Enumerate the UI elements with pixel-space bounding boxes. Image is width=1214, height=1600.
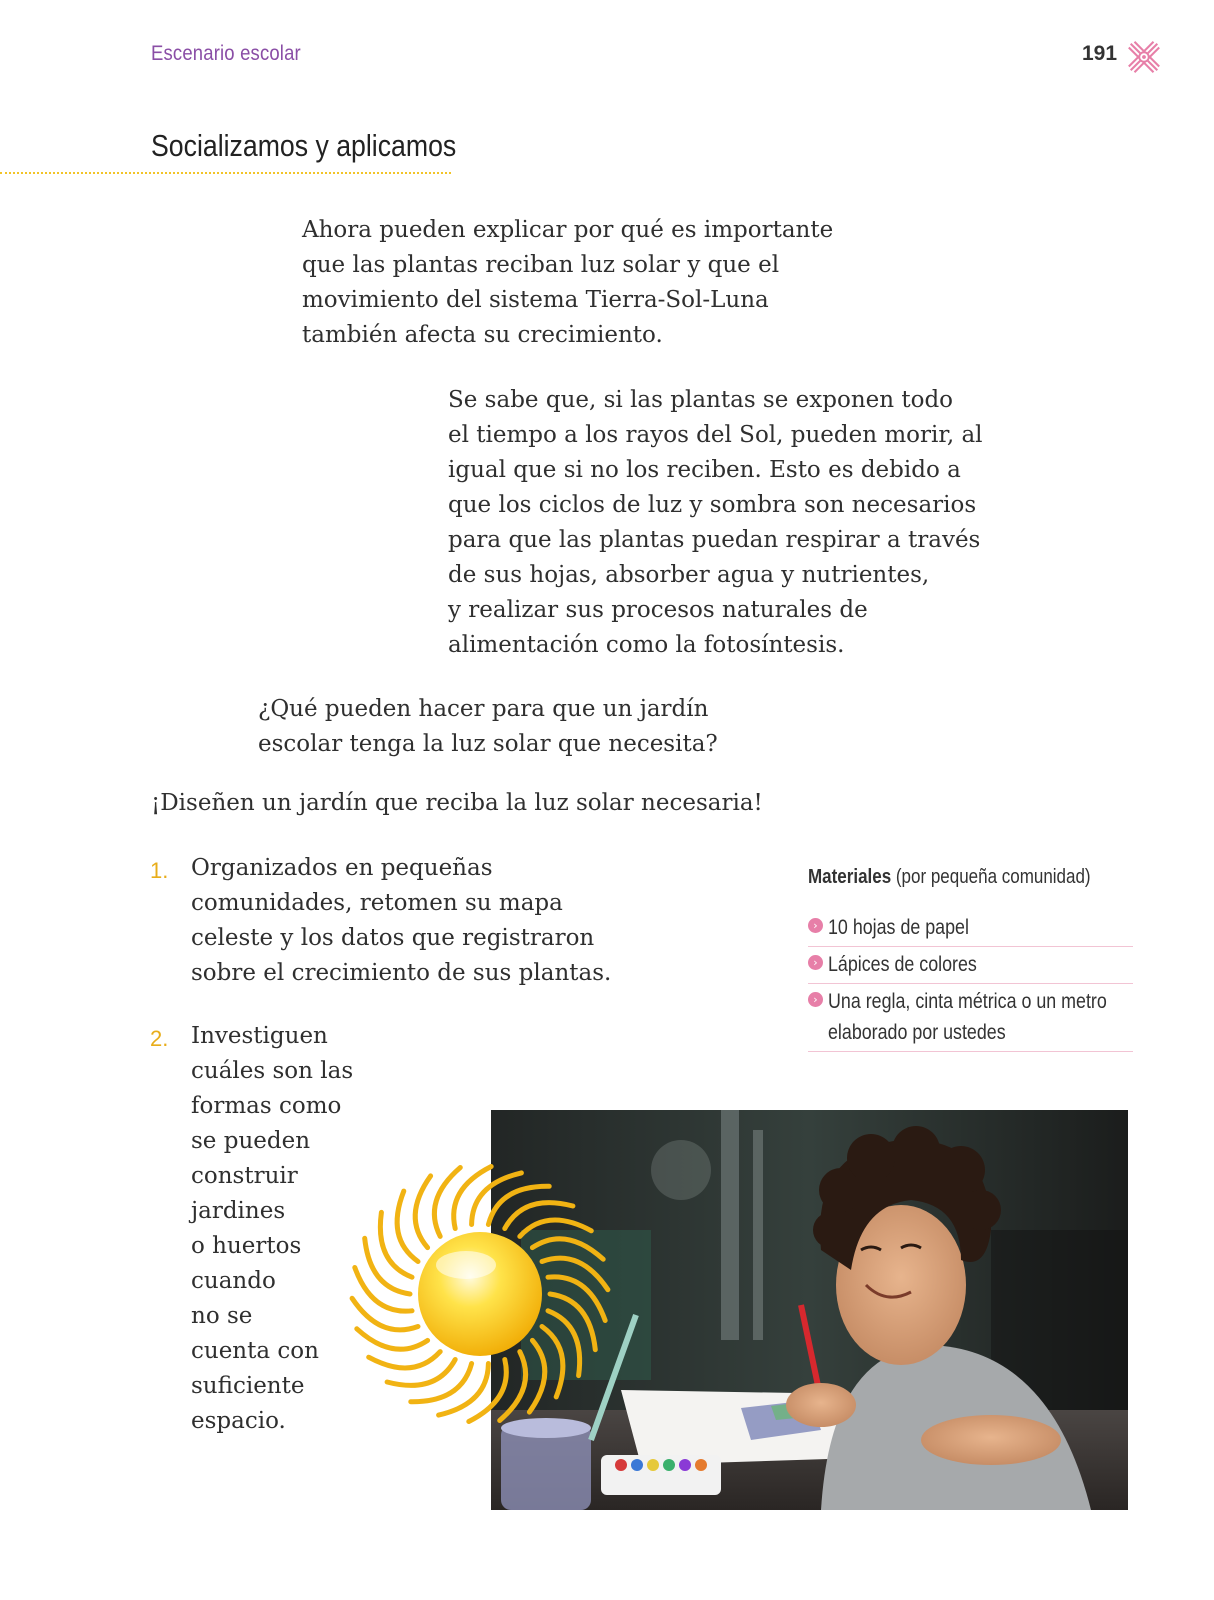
text-line: Organizados en pequeñas: [191, 855, 493, 881]
text-line: Investiguen: [191, 1023, 328, 1049]
text-line: espacio.: [191, 1408, 286, 1434]
sun-ray: [352, 1298, 418, 1330]
step-number: 1.: [150, 858, 169, 883]
text-line: el tiempo a los rayos del Sol, pueden morir, al: [448, 422, 983, 448]
text-line: Se sabe que, si las plantas se exponen todo: [448, 387, 954, 413]
heading-dotted-rule: [0, 172, 451, 174]
materials-item-text: Lápices de colores: [828, 953, 977, 976]
text-line: que las plantas reciban luz solar y que el: [302, 252, 780, 278]
text-line: se pueden: [191, 1128, 311, 1154]
sun-icon: [346, 1160, 614, 1428]
woven-star-icon: [1125, 38, 1163, 76]
intro-paragraph: [302, 213, 902, 353]
question-paragraph: [258, 692, 818, 762]
text-line: Ahora pueden explicar por qué es importante: [302, 217, 834, 243]
materials-item: [808, 984, 1133, 1052]
section-heading: Socializamos y aplicamos: [151, 128, 457, 163]
materials-title: [808, 866, 1091, 898]
text-line: construir: [191, 1163, 298, 1189]
materials-item: [808, 910, 1133, 947]
section-label: Escenario escolar: [151, 42, 301, 65]
text-line: jardines: [191, 1198, 286, 1224]
materials-item-text: 10 hojas de papel: [828, 916, 969, 939]
sun-ray: [369, 1352, 441, 1368]
text-line: igual que si no los reciben. Esto es debido a: [448, 457, 961, 483]
sun-ray: [520, 1220, 592, 1236]
text-line: comunidades, retomen su mapa: [191, 890, 563, 916]
text-line: cuenta con: [191, 1338, 319, 1364]
materials-item-text: Una regla, cinta métrica o un metro: [828, 990, 1107, 1013]
text-line: para que las plantas puedan respirar a través: [448, 527, 981, 553]
sun-ray: [542, 1258, 608, 1290]
materials-item: [808, 947, 1133, 984]
text-line: sobre el crecimiento de sus plantas.: [191, 960, 612, 986]
call-to-action: ¡Diseñen un jardín que reciba la luz solar necesaria!: [151, 790, 763, 816]
text-line: no se: [191, 1303, 253, 1329]
sun-ray: [529, 1340, 544, 1412]
page-number: 191: [1082, 42, 1118, 65]
text-line: cuando: [191, 1268, 276, 1294]
materials-item-text: elaborado por ustedes: [828, 1021, 1006, 1044]
chevron-right-icon: ›: [808, 992, 823, 1007]
text-line: que los ciclos de luz y sombra son necesarios: [448, 492, 977, 518]
step-number: 2.: [150, 1026, 169, 1051]
text-line: formas como: [191, 1093, 342, 1119]
materials-list: [808, 910, 1133, 1052]
sun-ray: [357, 1329, 428, 1349]
chevron-right-icon: ›: [808, 955, 823, 970]
text-line: suficiente: [191, 1373, 305, 1399]
text-line: cuáles son las: [191, 1058, 354, 1084]
text-line: movimiento del sistema Tierra-Sol-Luna: [302, 287, 769, 313]
chevron-right-icon: ›: [808, 918, 823, 933]
materials-heading: Materiales: [808, 866, 892, 888]
text-line: celeste y los datos que registraron: [191, 925, 595, 951]
explanation-paragraph: [448, 383, 1048, 663]
text-line: y realizar sus procesos naturales de: [448, 597, 868, 623]
sun-ray: [415, 1176, 430, 1248]
text-line: también afecta su crecimiento.: [302, 322, 663, 348]
step-1-text: [191, 851, 711, 991]
text-line: escolar tenga la luz solar que necesita?: [258, 731, 718, 757]
text-line: ¿Qué pueden hacer para que un jardín: [258, 696, 709, 722]
text-line: o huertos: [191, 1233, 302, 1259]
text-line: de sus hojas, absorber agua y nutrientes,: [448, 562, 930, 588]
materials-box: [808, 866, 1133, 1052]
text-line: alimentación como la fotosíntesis.: [448, 632, 845, 658]
materials-subtitle: (por pequeña comunidad): [895, 866, 1091, 888]
sun-ray: [532, 1239, 603, 1259]
